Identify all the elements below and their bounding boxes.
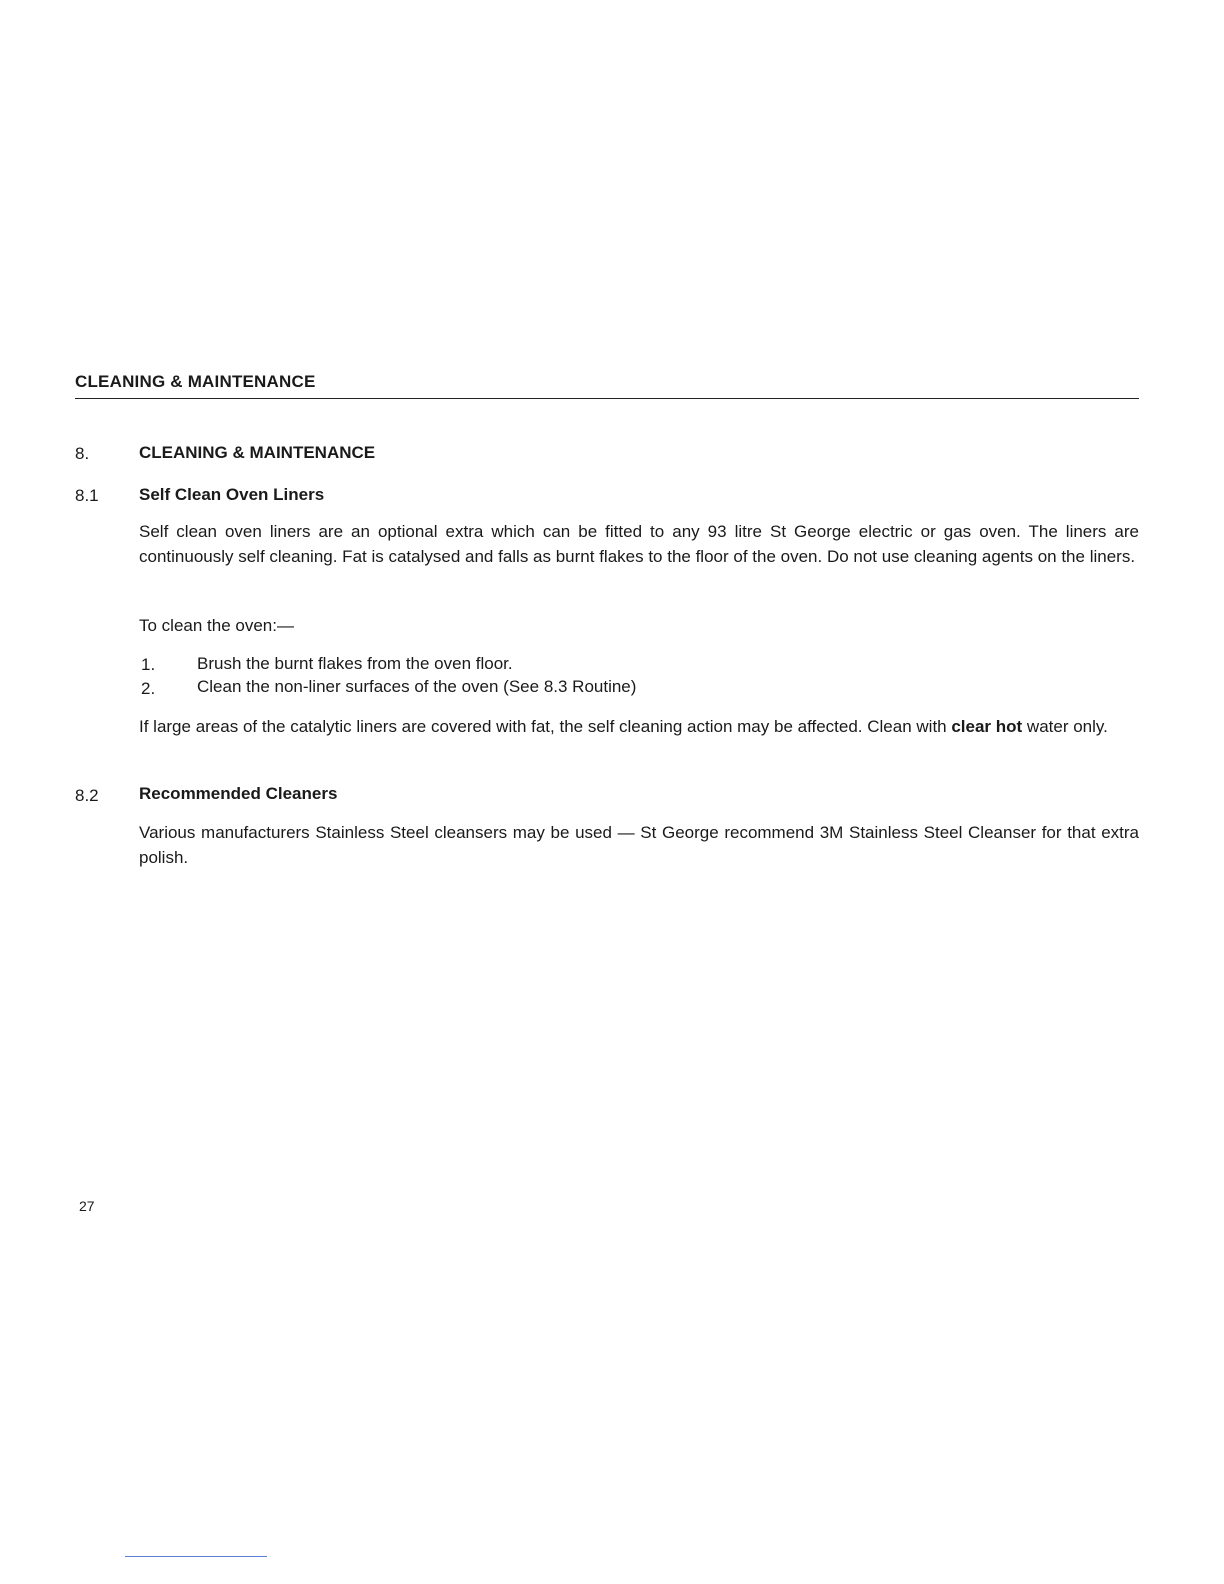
note-emphasis: clear hot (951, 717, 1023, 736)
list-item-number: 1. (141, 655, 156, 674)
subsection-2-title: Recommended Cleaners (139, 784, 338, 803)
cleaning-intro: To clean the oven:— (139, 616, 294, 635)
subsection-2-number: 8.2 (75, 786, 99, 805)
running-header: CLEANING & MAINTENANCE (75, 372, 316, 391)
page-number: 27 (79, 1198, 95, 1214)
list-item-number: 2. (141, 679, 156, 698)
note-text-after: water only. (1022, 717, 1108, 736)
subsection-1-paragraph: Self clean oven liners are an optional extra which can be fitted to any 93 litre St George electric or gas oven. The liners are continuously self cleaning. Fat is catalysed and falls as burnt flakes to the floor of the oven. Do not use cleaning agents on the liners. (139, 522, 1139, 566)
subsection-1-number: 8.1 (75, 486, 99, 505)
subsection-1-title: Self Clean Oven Liners (139, 485, 325, 504)
catalytic-note (139, 714, 1139, 739)
section-title: CLEANING & MAINTENANCE (139, 443, 376, 462)
header-rule (75, 398, 1139, 399)
subsection-2-paragraph: Various manufacturers Stainless Steel cleansers may be used — St George recommend 3M Stainless Steel Cleanser for that extra polish. (139, 823, 1139, 867)
bottom-rule (125, 1556, 267, 1557)
list-item-text: Brush the burnt flakes from the oven floor. (197, 654, 513, 673)
section-number: 8. (75, 444, 90, 463)
list-item-text: Clean the non-liner surfaces of the oven (See 8.3 Routine) (197, 677, 637, 696)
note-text-before: If large areas of the catalytic liners are covered with fat, the self cleaning action may be affected. Clean with (139, 717, 952, 736)
